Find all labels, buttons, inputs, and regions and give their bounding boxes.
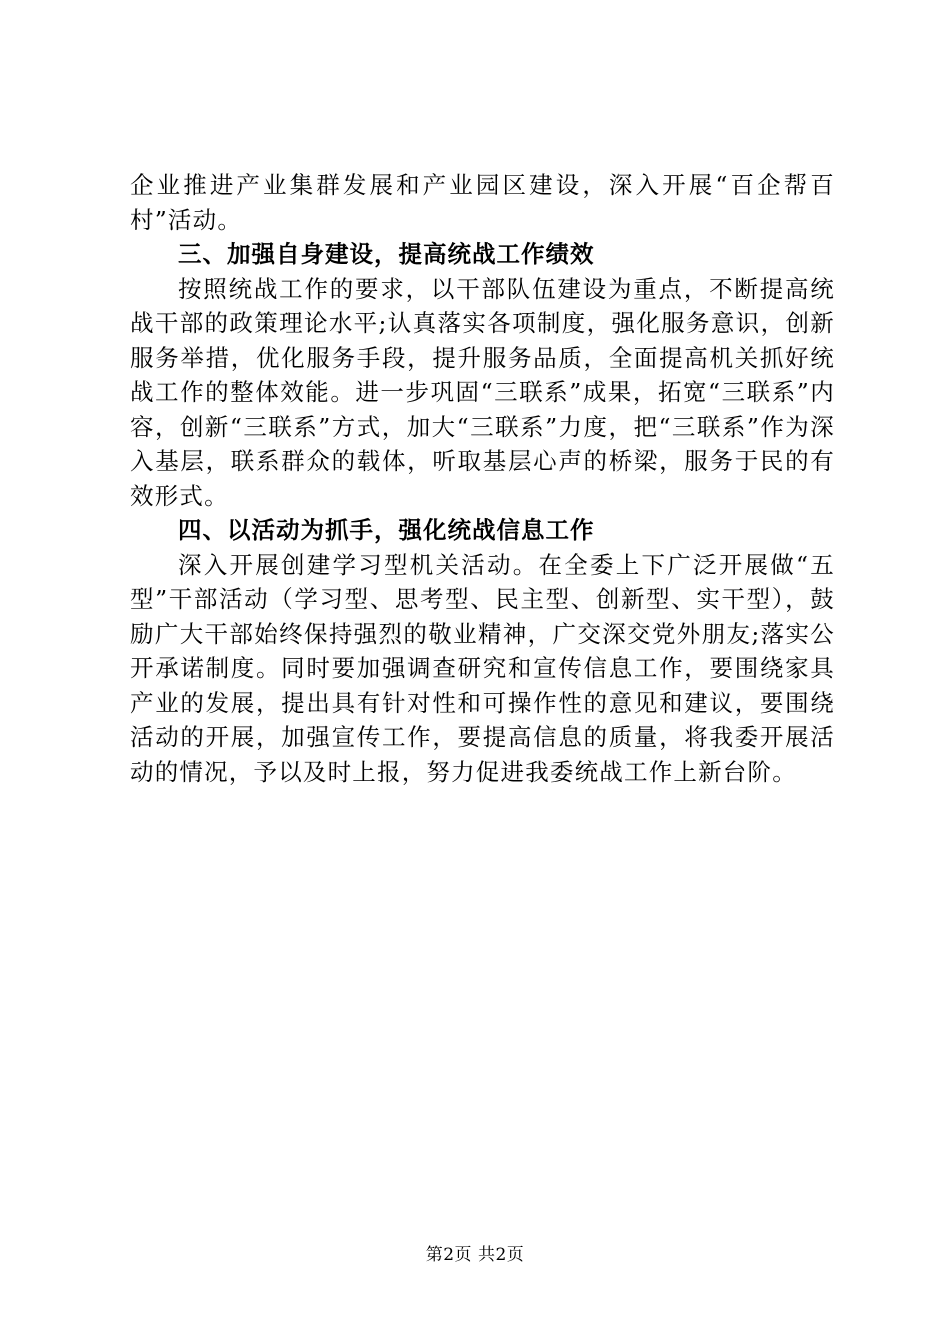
paragraph-section-4: 深入开展创建学习型机关活动。在全委上下广泛开展做“五型”干部活动（学习型、思考型、民主型、创新型、实干型），鼓励广大干部始终保持强烈的敬业精神，广交深交党外朋友;落实公开承诺制度。同时要加强调查研究和宣传信息工作，要围绕家具产业的发展，提出具有针对性和可操作性的意见和建议，要围绕活动的开展，加强宣传工作，要提高信息的质量，将我委开展活动的情况，予以及时上报，努力促进我委统战工作上新台阶。 <box>130 550 835 786</box>
paragraph-section-3: 按照统战工作的要求，以干部队伍建设为重点，不断提高统战干部的政策理论水平;认真落实各项制度，强化服务意识，创新服务举措，优化服务手段，提升服务品质，全面提高机关抓好统战工作的整体效能。进一步巩固“三联系”成果，拓宽“三联系”内容，创新“三联系”方式，加大“三联系”力度，把“三联系”作为深入基层，联系群众的载体，听取基层心声的桥梁，服务于民的有效形式。 <box>130 274 835 510</box>
section-heading-3: 三、加强自身建设，提高统战工作绩效 <box>178 240 595 268</box>
section-heading-4: 四、以活动为抓手，强化统战信息工作 <box>178 516 595 544</box>
document-body <box>130 168 835 789</box>
page-number-footer: 第2页 共2页 <box>425 1245 525 1265</box>
paragraph-continuation: 企业推进产业集群发展和产业园区建设，深入开展“百企帮百村”活动。 <box>130 171 835 234</box>
